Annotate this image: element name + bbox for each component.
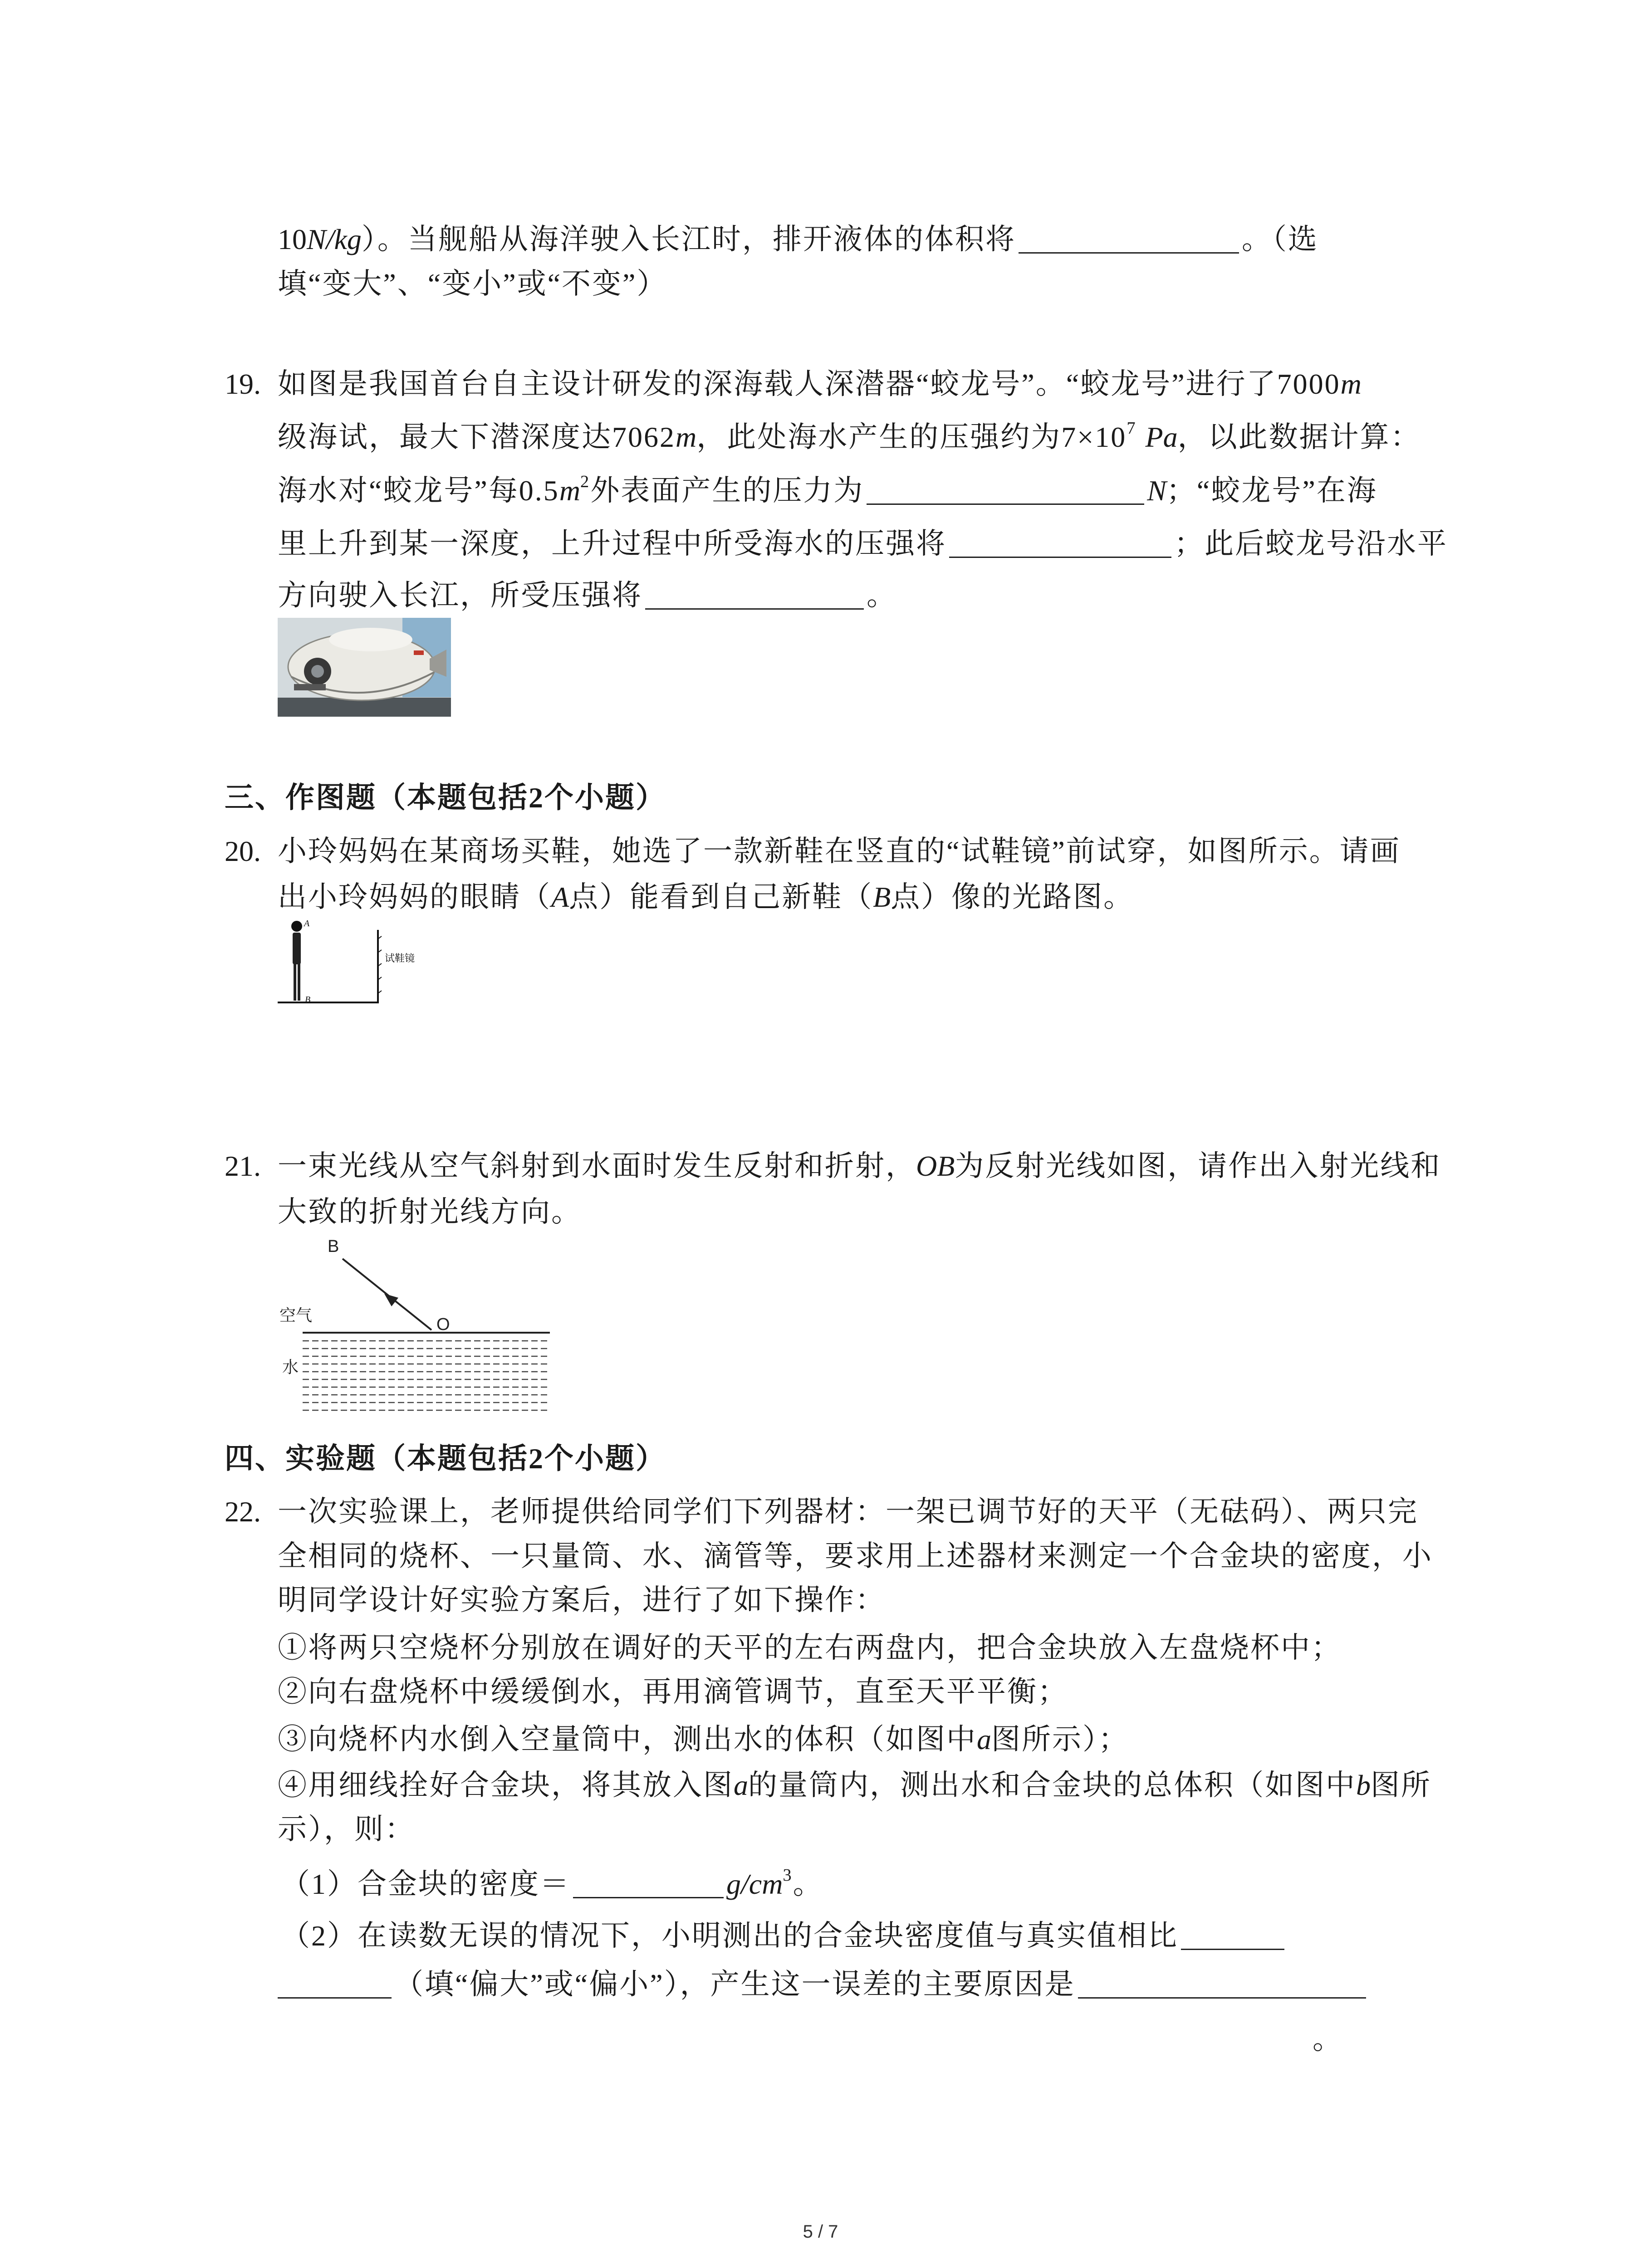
q19-line-1 [225, 364, 1362, 405]
q20-point-label: B [873, 881, 891, 913]
q22-figure-label: a [977, 1723, 991, 1755]
q21-line-1 [225, 1146, 1441, 1187]
mirror-label: 试鞋镜 [385, 953, 415, 964]
q18-line-1 [278, 219, 1318, 260]
q18-text: 10 [278, 223, 307, 255]
q19-text: 级海试，最大下潜深度达7062 [278, 421, 676, 453]
answer-blank [573, 1870, 724, 1898]
q22-text: ①将两只空烧杯分别放在调好的天平的左右两盘内，把合金块放入左盘烧杯中； [278, 1632, 1342, 1664]
page-number: 5 / 7 [803, 2222, 838, 2242]
q22-text: ④用细线拴好合金块，将其放入图 [278, 1769, 734, 1801]
q22-sub-1 [281, 1864, 823, 1905]
q20-text: 点）像的光路图。 [891, 881, 1134, 913]
reflection-figure [278, 1234, 554, 1415]
q22-sub-2-line-1 [281, 1916, 1287, 1956]
answer-blank [1181, 1921, 1284, 1950]
q22-exponent: 3 [783, 1866, 793, 1885]
q22-sub-2-line-3 [1313, 2019, 1343, 2060]
q19-line-5 [278, 575, 897, 616]
q18-line-2 [278, 264, 667, 304]
q21-text: 一束光线从空气斜射到水面时发生反射和折射， [278, 1150, 916, 1182]
q19-text: 如图是我国首台自主设计研发的深海载人深潜器“蛟龙号”。“蛟龙号”进行了7000 [278, 368, 1341, 400]
answer-blank [278, 1970, 392, 1999]
q20-point-label: A [551, 881, 569, 913]
submarine-porthole-glass [311, 665, 324, 678]
q20-line-1 [225, 831, 1401, 872]
submarine-red-marking [414, 650, 424, 655]
q19-line-2 [278, 417, 1421, 458]
person-head [291, 921, 302, 932]
q22-text: 明同学设计好实验方案后，进行了如下操作： [278, 1584, 886, 1616]
q18-unit: N/kg [307, 223, 362, 255]
q22-figure-label: a [734, 1769, 748, 1801]
q20-text: 小玲妈妈在某商场买鞋，她选了一款新鞋在竖直的“试鞋镜”前试穿，如图所示。请画 [278, 835, 1401, 867]
mirror-figure [278, 916, 427, 1012]
q22-text: 图所 [1371, 1769, 1431, 1801]
q19-text: 里上升到某一深度，上升过程中所受海水的压强将 [278, 528, 946, 560]
question-number: 19. [225, 368, 261, 400]
answer-blank [645, 581, 864, 610]
person-leg [294, 963, 296, 1001]
q22-step-3 [278, 1719, 1129, 1760]
point-a-label: A [304, 919, 310, 929]
answer-blank [1019, 225, 1239, 254]
q22-figure-label: b [1356, 1769, 1371, 1801]
q19-exponent: 2 [580, 472, 591, 492]
q22-text: 图所示）； [991, 1723, 1129, 1755]
q19-line-3 [278, 470, 1377, 511]
q19-text: 。 [867, 579, 897, 611]
question-number: 20. [225, 835, 261, 867]
q22-text: （1）合金块的密度＝ [281, 1868, 570, 1900]
q18-text: ）。当舰船从海洋驶入长江时，排开液体的体积将 [361, 223, 1016, 255]
q22-text: 全相同的烧杯、一只量筒、水、滴管等，要求用上述器材来测定一个合金块的密度，小 [278, 1540, 1433, 1572]
q22-line-3 [278, 1580, 886, 1621]
submarine-photo [278, 618, 451, 717]
q22-text: （2）在读数无误的情况下，小明测出的合金块密度值与真实值相比 [281, 1920, 1178, 1952]
q22-text: 。 [793, 1868, 823, 1900]
q19-unit: N [1147, 474, 1166, 507]
q19-unit: Pa [1145, 421, 1178, 453]
q22-step-1 [278, 1628, 1342, 1668]
q19-line-4 [278, 523, 1448, 564]
q19-unit: m [1340, 368, 1362, 400]
q19-text: ；此后蛟龙号沿水平 [1174, 528, 1448, 560]
q22-text: （填“偏大”或“偏小”），产生这一误差的主要原因是 [394, 1968, 1075, 2000]
q20-text: 出小玲妈妈的眼睛（ [278, 881, 551, 913]
person-leg [298, 963, 300, 1001]
q19-exponent: 7 [1127, 419, 1137, 438]
q21-text: 大致的折射光线方向。 [278, 1196, 582, 1228]
q19-unit: m [559, 474, 581, 507]
air-label: 空气 [279, 1306, 313, 1325]
point-b-label: B [305, 995, 311, 1005]
q19-text: ；“蛟龙号”在海 [1166, 474, 1377, 507]
q22-text: 的量筒内，测出水和合金块的总体积（如图中 [748, 1769, 1356, 1801]
answer-blank [867, 476, 1144, 505]
point-b-label: B [328, 1237, 339, 1256]
q19-unit: m [676, 421, 697, 453]
q22-text: 。 [1313, 2023, 1343, 2055]
q19-text: 海水对“蛟龙号”每0.5 [278, 474, 559, 507]
person-body [293, 933, 301, 964]
q21-text: 为反射光线如图，请作出入射光线和 [955, 1150, 1441, 1182]
submarine-top [329, 628, 412, 651]
answer-blank [1078, 1970, 1366, 1999]
q22-text: ③向烧杯内水倒入空量筒中，测出水的体积（如图中 [278, 1723, 977, 1755]
reflected-ray [343, 1259, 431, 1330]
q20-line-2 [278, 877, 1134, 918]
ray-arrowhead [384, 1294, 398, 1306]
q21-line-2 [278, 1192, 582, 1232]
q22-text: ②向右盘烧杯中缓缓倒水，再用滴管调节，直至天平平衡； [278, 1676, 1068, 1708]
point-o-label: O [436, 1315, 450, 1334]
q22-step-4-cont [278, 1809, 415, 1850]
q21-ray-label: OB [916, 1150, 955, 1182]
q19-text: ，此处海水产生的压强约为7×10 [696, 421, 1127, 453]
answer-blank [949, 529, 1171, 558]
q22-text: 一次实验课上，老师提供给同学们下列器材：一架已调节好的天平（无砝码）、两只完 [278, 1496, 1418, 1528]
section-heading-3: 三、作图题（本题包括2个小题） [225, 782, 666, 814]
q22-line-1 [225, 1491, 1418, 1532]
q18-text: 。（选 [1241, 223, 1318, 255]
q22-step-4 [278, 1765, 1431, 1806]
q19-text: 方向驶入长江，所受压强将 [278, 579, 642, 611]
submarine-manipulator [294, 684, 326, 690]
q22-sub-2-line-2 [278, 1964, 1369, 2005]
water-label: 水 [282, 1358, 299, 1377]
q19-text: 外表面产生的压力为 [590, 474, 864, 507]
question-number: 22. [225, 1496, 261, 1528]
q22-unit: g/cm [726, 1868, 783, 1900]
q22-line-2 [278, 1536, 1433, 1577]
q18-text: 填“变大”、“变小”或“不变”） [278, 268, 667, 300]
q19-text: ，以此数据计算： [1177, 421, 1421, 453]
q22-step-2 [278, 1672, 1068, 1712]
q22-text: 示），则： [278, 1813, 415, 1845]
section-heading-4: 四、实验题（本题包括2个小题） [225, 1442, 666, 1475]
question-number: 21. [225, 1150, 261, 1182]
q20-text: 点）能看到自己新鞋（ [569, 881, 873, 913]
